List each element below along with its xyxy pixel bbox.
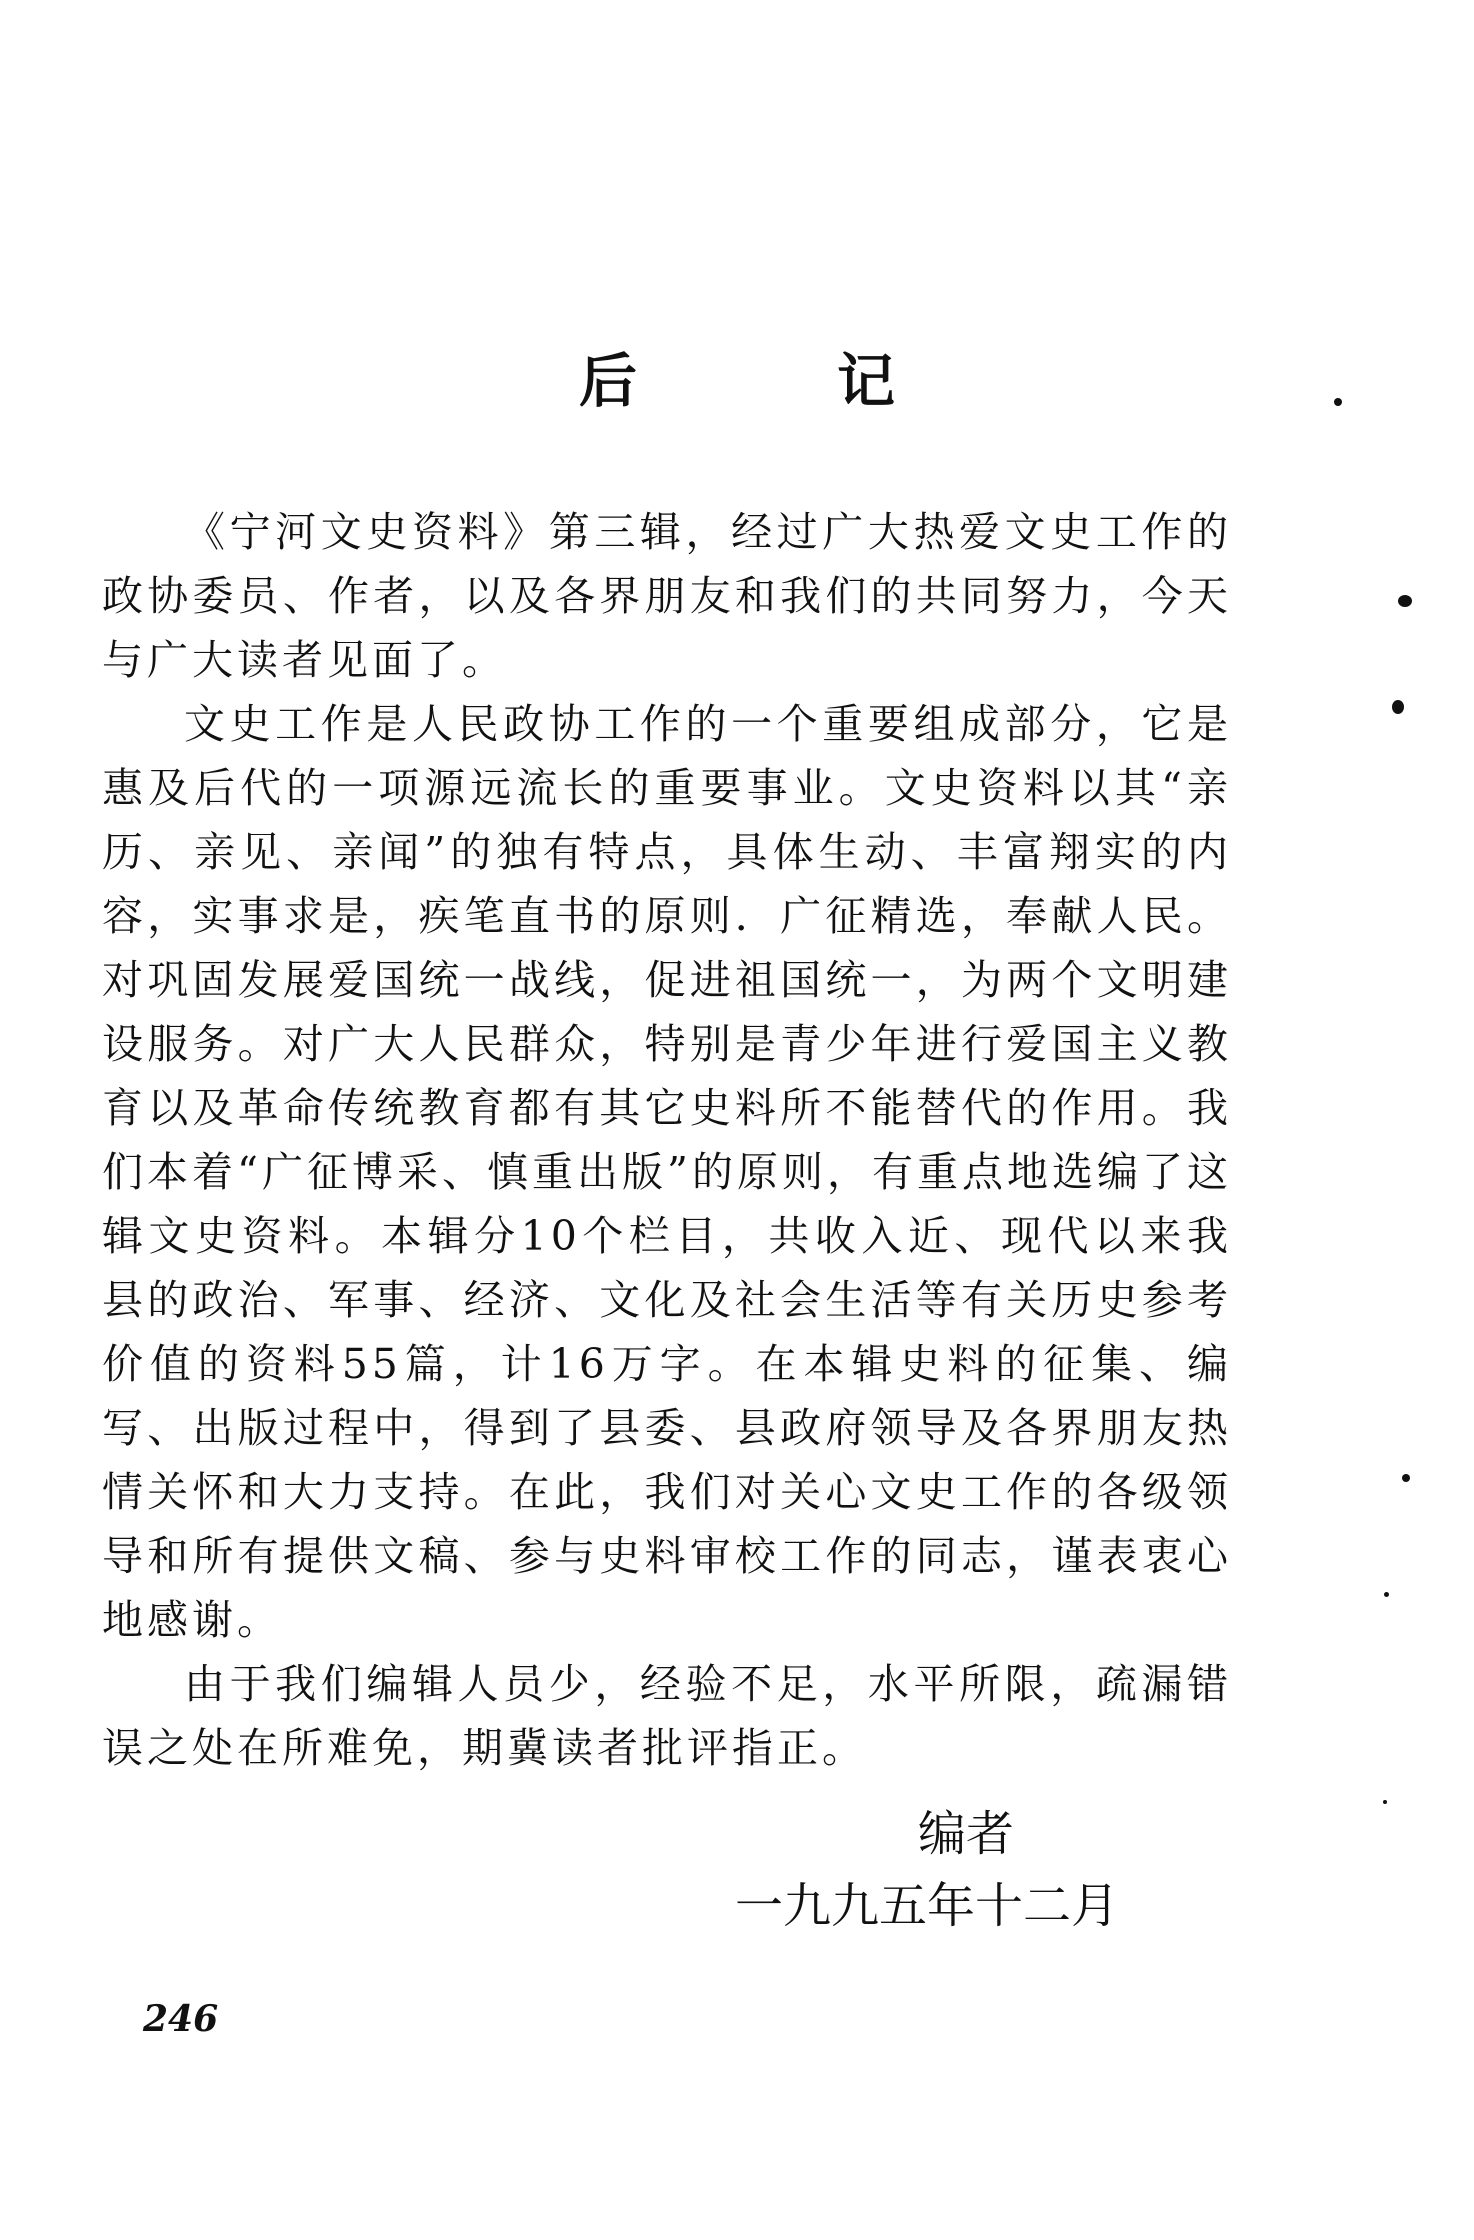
scan-speck [1402, 1474, 1410, 1482]
signature-author: 编者 [918, 1806, 1015, 1862]
signature-date: 一九九五年十二月 [735, 1878, 1120, 1934]
scan-speck [1398, 595, 1412, 607]
title-char-2: 记 [837, 347, 896, 415]
title-char-1: 后 [578, 347, 637, 415]
scan-speck [1383, 1800, 1387, 1804]
paragraph-1: 《宁河文史资料》第三辑，经过广大热爱文史工作的政协委员、作者，以及各界朋友和我们的共同努力，今天与广大读者见面了。 [102, 508, 1232, 684]
page-number: 246 [143, 1998, 219, 2040]
page-title [0, 347, 1474, 415]
afterword-body [102, 500, 1232, 1780]
scan-speck [1392, 700, 1404, 714]
scan-speck [1334, 398, 1342, 406]
paragraph-3: 由于我们编辑人员少，经验不足，水平所限，疏漏错误之处在所难免，期冀读者批评指正。 [102, 1660, 1232, 1772]
scan-speck [1384, 1592, 1389, 1597]
paragraph-2: 文史工作是人民政协工作的一个重要组成部分，它是惠及后代的一项源远流长的重要事业。文史资料以其“亲历、亲见、亲闻”的独有特点，具体生动、丰富翔实的内容，实事求是，疾笔直书的原则．广征精选，奉献人民。对巩固发展爱国统一战线，促进祖国统一，为两个文明建设服务。对广大人民群众，特别是青少年进行爱国主义教育以及革命传统教育都有其它史料所不能替代的作用。我们本着“广征博采、慎重出版”的原则，有重点地选编了这辑文史资料。本辑分10个栏目，共收入近、现代以来我县的政治、军事、经济、文化及社会生活等有关历史参考价值的资料55篇，计16万字。在本辑史料的征集、编写、出版过程中，得到了县委、县政府领导及各界朋友热情关怀和大力支持。在此，我们对关心文史工作的各级领导和所有提供文稿、参与史料审校工作的同志，谨表衷心地感谢。 [102, 700, 1232, 1644]
